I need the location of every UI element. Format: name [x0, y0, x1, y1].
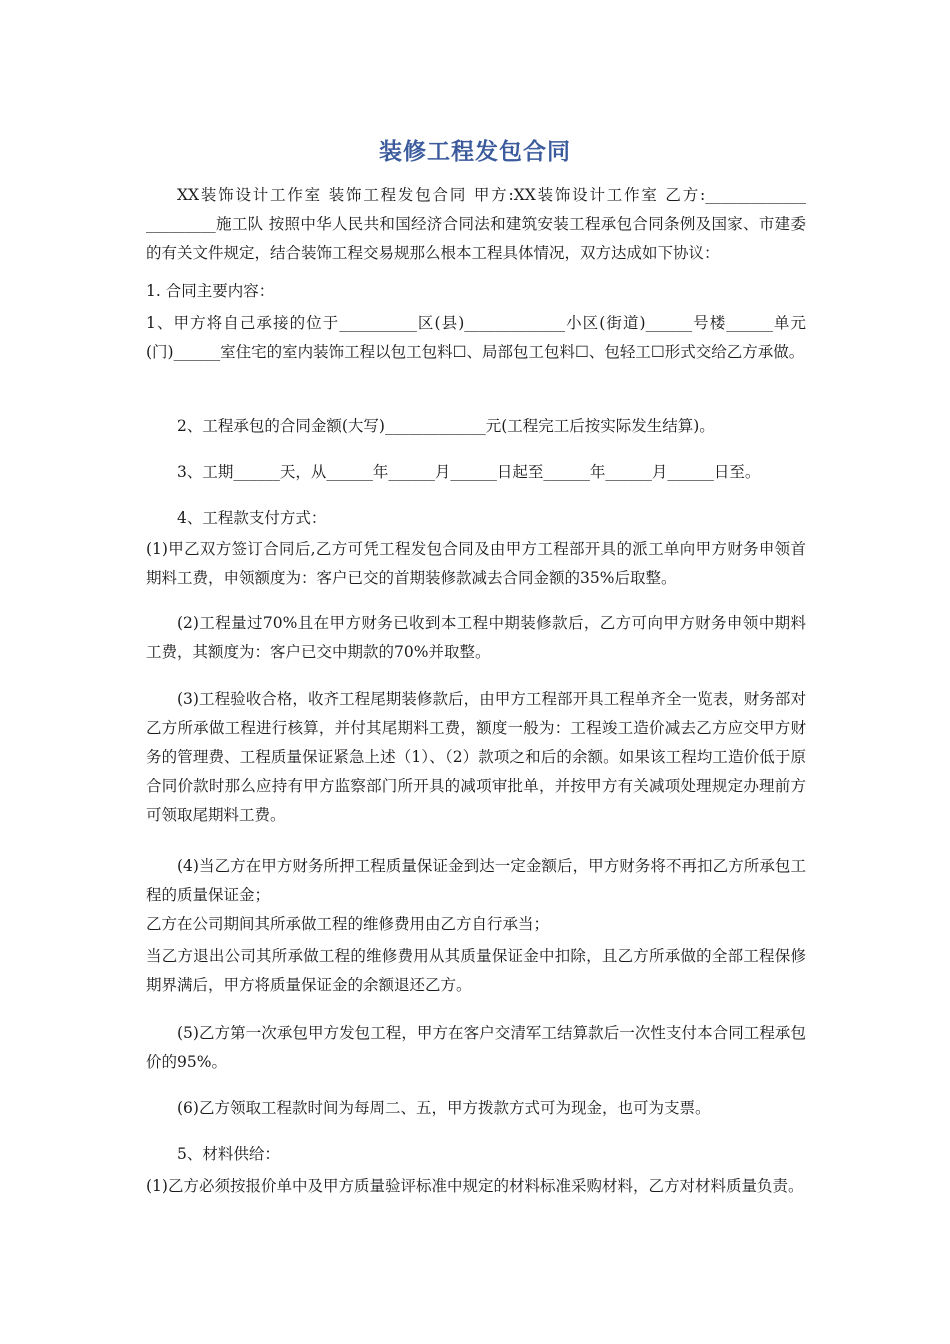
clause-2-amount: 2、工程承包的合同金额(大写)_____________元(工程完工后按实际发生结算)。 — [177, 417, 715, 435]
clause-4-heading: 4、工程款支付方式： — [177, 509, 327, 527]
section-1-heading: 1. 合同主要内容： — [146, 282, 275, 300]
payment-item-2: (2)工程量过70%且在甲方财务已收到本工程中期装修款后，乙方可向甲方财务申领中期料工费，其额度为：客户已交中期款的70%并取整。 — [146, 614, 806, 661]
payment-item-3: (3)工程验收合格，收齐工程尾期装修款后，由甲方工程部开具工程单齐全一览表，财务部对乙方所承做工程进行核算，并付其尾期料工费，额度一般为：工程竣工造价减去乙方应交甲方财务的管理费、工程质量保证紧急上述（1）、（2）款项之和后的余额。如果该工程均工造价低于原合同价款时那么应持有甲方监察部门所开具的减项审批单，并按甲方有关减项处理规定办理前方可领取尾期料工费。 — [146, 690, 806, 824]
document-title: 装修工程发包合同 — [379, 139, 571, 165]
clause-1-location: 1、甲方将自己承接的位于__________区(县)_____________小区(街道)______号楼______单元(门)______室住宅的室内装饰工程以包工包料☐、局部包工包料☐、包轻工☐形式交给乙方承做。 — [146, 314, 806, 361]
clause-5-heading: 5、材料供给： — [177, 1145, 280, 1163]
clause-3-period: 3、工期______天，从______年______月______日起至______年______月______日至。 — [177, 463, 761, 481]
payment-item-5: (5)乙方第一次承包甲方发包工程，甲方在客户交清军工结算款后一次性支付本合同工程承包价的95%。 — [146, 1024, 806, 1071]
material-item-1: (1)乙方必须按报价单中及甲方质量验评标准中规定的材料标准采购材料，乙方对材料质量负责。 — [146, 1177, 804, 1195]
payment-item-4-line-2: 乙方在公司期间其所承做工程的维修费用由乙方自行承当； — [146, 915, 550, 933]
payment-item-4: (4)当乙方在甲方财务所押工程质量保证金到达一定金额后，甲方财务将不再扣乙方所承包工程的质量保证金； — [146, 857, 806, 904]
payment-item-6: (6)乙方领取工程款时间为每周二、五，甲方拨款方式可为现金，也可为支票。 — [177, 1099, 711, 1117]
contract-intro: XX装饰设计工作室 装饰工程发包合同 甲方:XX装饰设计工作室 乙方:_____________ _________施工队 按照中华人民共和国经济合同法和建筑安装工程承包合同条例及国家、市建委的有关文件规定，结合装饰工程交易规那么根本工程具体情况，双方达成如下协议： — [146, 186, 811, 262]
payment-item-4-line-3: 当乙方退出公司其所承做工程的维修费用从其质量保证金中扣除，且乙方所承做的全部工程保修期界满后，甲方将质量保证金的余额退还乙方。 — [146, 947, 806, 994]
payment-item-1: (1)甲乙双方签订合同后,乙方可凭工程发包合同及由甲方工程部开具的派工单向甲方财务申领首期料工费，申领额度为：客户已交的首期装修款减去合同金额的35%后取整。 — [146, 540, 806, 587]
